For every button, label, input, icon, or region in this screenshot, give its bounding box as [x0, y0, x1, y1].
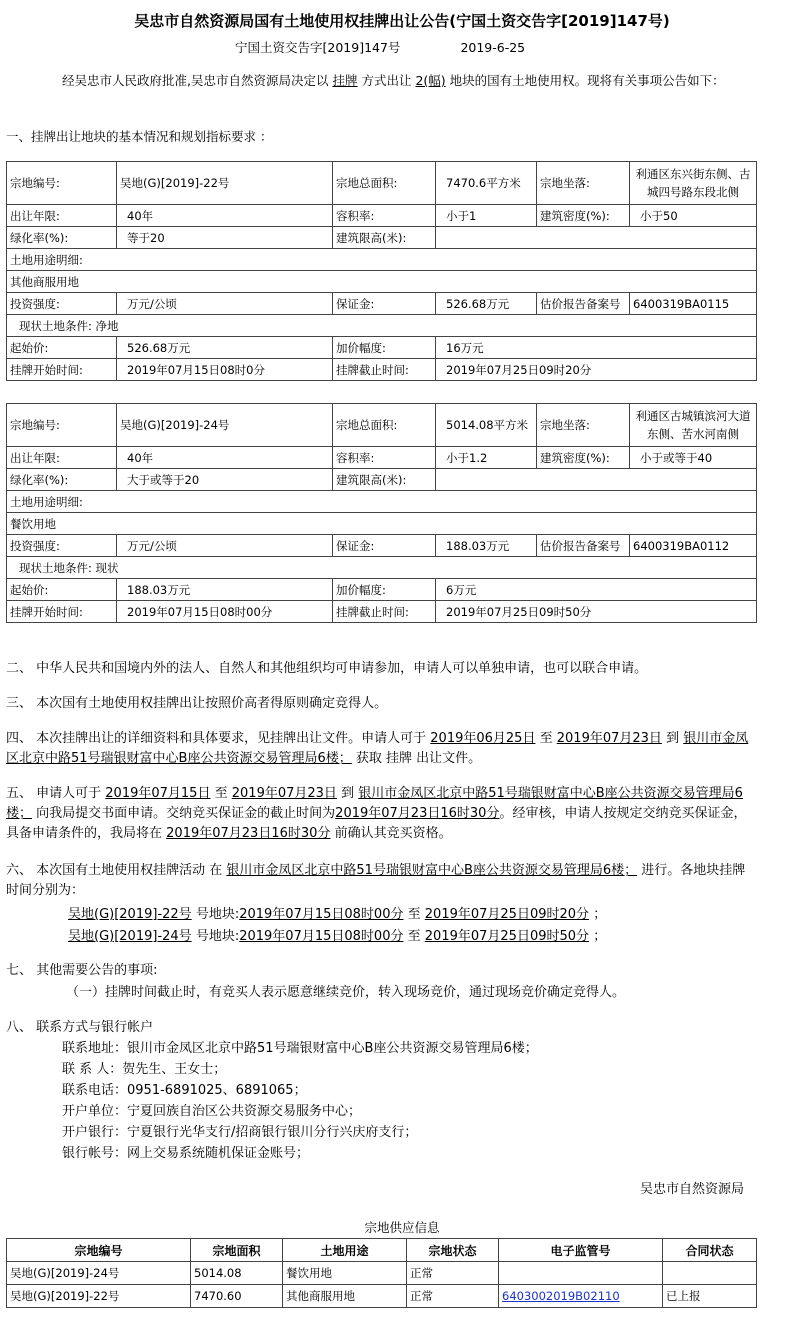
s6-item-to: 至	[407, 907, 421, 922]
plot-code: 吴地(G)[2019]-24号	[117, 404, 333, 447]
s6-place: 银川市金凤区北京中路51号瑞银财富中心B座公共资源交易管理局6楼；	[226, 863, 638, 878]
table-row	[7, 1285, 757, 1308]
label-list-end: 挂牌截止时间:	[333, 359, 436, 381]
s5-text-b: 向我局提交书面申请。交纳竞买保证金的截止时间为	[36, 806, 336, 821]
supply-header: 合同状态	[663, 1239, 757, 1262]
supply-cell-status: 正常	[407, 1262, 499, 1285]
plot-list-end: 2019年07月25日09时20分	[436, 359, 757, 381]
label-increment: 加价幅度:	[333, 579, 436, 601]
s5-confirm: 2019年07月23日16时30分	[166, 826, 331, 841]
plot-condition: 净地	[95, 318, 119, 333]
supply-cell-area: 7470.60	[191, 1285, 283, 1308]
plot-area: 7470.6平方米	[436, 162, 537, 205]
plot-start-price: 526.68万元	[117, 337, 333, 359]
intro-count: 2(幅)	[415, 73, 446, 88]
s4-text: 四、 本次挂牌出让的详细资料和具体要求，见挂牌出让文件。申请人可于	[6, 731, 427, 746]
section-8	[6, 1017, 758, 1164]
section-5	[6, 784, 758, 844]
section-7	[6, 961, 758, 1003]
label-condition: 现状土地条件:	[19, 318, 92, 333]
s4-date-to: 2019年07月23日	[556, 731, 662, 746]
s5-text: 五、 申请人可于	[6, 786, 102, 801]
label-far: 容积率:	[333, 205, 436, 227]
plot-far: 小于1.2	[436, 447, 537, 469]
plot-list-end: 2019年07月25日09时50分	[436, 601, 757, 623]
plot-invest: 万元/公顷	[117, 535, 333, 557]
plot-invest: 万元/公顷	[117, 293, 333, 315]
s6-item-end: 2019年07月25日09时20分	[424, 907, 590, 922]
label-location: 宗地坐落:	[537, 404, 630, 447]
supply-header: 宗地状态	[407, 1239, 499, 1262]
s6-item-code: 吴地(G)[2019]-22号	[68, 907, 192, 922]
s6-item-start: 2019年07月15日08时00分	[239, 907, 404, 922]
s6-item-1	[6, 905, 758, 925]
intro-text: 经吴忠市人民政府批准,吴忠市自然资源局决定以	[62, 73, 329, 88]
s8-title: 八、 联系方式与银行帐户	[6, 1020, 154, 1035]
doc-meta	[235, 38, 525, 56]
s6-text: 六、 本次国有土地使用权挂牌活动 在	[6, 863, 223, 878]
plot-density: 小于或等于40	[630, 447, 757, 469]
doc-number: 宁国土资交告字[2019]147号	[235, 40, 401, 55]
s6-item-start: 2019年07月15日08时00分	[239, 929, 404, 944]
plot-height	[436, 469, 757, 491]
doc-date: 2019-6-25	[460, 40, 526, 55]
intro-text-mid: 方式出让	[361, 73, 412, 88]
label-term: 出让年限:	[7, 205, 117, 227]
s6-item-end: 2019年07月25日09时50分	[424, 929, 590, 944]
label-increment: 加价幅度:	[333, 337, 436, 359]
label-start-price: 起始价:	[7, 579, 117, 601]
plot-use: 餐饮用地	[7, 513, 757, 535]
label-green: 绿化率(%):	[7, 227, 117, 249]
section-6	[6, 861, 758, 947]
s8-contact: 联 系 人：贺先生、王女士；	[62, 1062, 227, 1077]
label-green: 绿化率(%):	[7, 469, 117, 491]
plot-table-1	[6, 161, 757, 381]
plot-list-start: 2019年07月15日08时00分	[117, 601, 333, 623]
plot-code: 吴地(G)[2019]-22号	[117, 162, 333, 205]
plot-appraisal: 6400319BA0112	[630, 535, 757, 557]
label-use: 土地用途明细:	[7, 491, 757, 513]
supply-cell-contract: 已上报	[663, 1285, 757, 1308]
plot-condition-row	[7, 557, 757, 579]
s5-date-to: 2019年07月23日	[231, 786, 337, 801]
label-deposit: 保证金:	[333, 535, 436, 557]
supervision-link[interactable]: 6403002019B02110	[502, 1289, 620, 1303]
label-start-price: 起始价:	[7, 337, 117, 359]
s5-text-d: 前确认其竞买资格。	[334, 826, 452, 841]
table-row	[7, 1262, 757, 1285]
supply-cell-use: 餐饮用地	[283, 1262, 407, 1285]
s6-item-mid: 号地块:	[195, 929, 240, 944]
plot-appraisal: 6400319BA0115	[630, 293, 757, 315]
plot-green: 大于或等于20	[117, 469, 333, 491]
label-condition: 现状土地条件:	[19, 560, 92, 575]
plot-location: 利通区东兴街东侧、古城四号路东段北侧	[630, 162, 757, 205]
label-area: 宗地总面积:	[333, 404, 436, 447]
page-title: 吴忠市自然资源局国有土地使用权挂牌出让公告(宁国土资交告字[2019]147号)	[134, 12, 670, 30]
signature: 吴忠市自然资源局	[640, 1182, 745, 1197]
s6-item-tail: ；	[593, 929, 607, 944]
s6-item-2	[6, 927, 758, 947]
plot-term: 40年	[117, 205, 333, 227]
supply-cell-supervision	[499, 1262, 663, 1285]
s8-account-no: 银行帐号：网上交易系统随机保证金账号；	[62, 1146, 310, 1161]
supply-header: 电子监管号	[499, 1239, 663, 1262]
label-appraisal: 估价报告备案号	[537, 535, 630, 557]
plot-term: 40年	[117, 447, 333, 469]
supply-cell-contract	[663, 1262, 757, 1285]
label-list-start: 挂牌开始时间:	[7, 601, 117, 623]
label-code: 宗地编号:	[7, 404, 117, 447]
label-deposit: 保证金:	[333, 293, 436, 315]
label-height: 建筑限高(米):	[333, 469, 436, 491]
plot-deposit: 526.68万元	[436, 293, 537, 315]
supply-cell-status: 正常	[407, 1285, 499, 1308]
s8-phone: 联系电话：0951-6891025、6891065；	[62, 1083, 307, 1098]
label-use: 土地用途明细:	[7, 249, 757, 271]
s4-date-from: 2019年06月25日	[430, 731, 536, 746]
section-3: 三、 本次国有土地使用权挂牌出让按照价高者得原则确定竞得人。	[6, 696, 388, 711]
label-list-start: 挂牌开始时间:	[7, 359, 117, 381]
plot-location: 利通区古城镇滨河大道东侧、苦水河南侧	[630, 404, 757, 447]
plot-start-price: 188.03万元	[117, 579, 333, 601]
plot-area: 5014.08平方米	[436, 404, 537, 447]
label-density: 建筑密度(%):	[537, 205, 630, 227]
s6-item-code: 吴地(G)[2019]-24号	[68, 929, 192, 944]
intro-text-post: 地块的国有土地使用权。现将有关事项公告如下：	[449, 73, 725, 88]
supply-header-row	[7, 1239, 757, 1262]
label-density: 建筑密度(%):	[537, 447, 630, 469]
supply-caption: 宗地供应信息	[364, 1220, 440, 1235]
label-invest: 投资强度:	[7, 535, 117, 557]
supply-header: 宗地编号	[7, 1239, 191, 1262]
s8-bank: 开户银行：宁夏银行光华支行/招商银行银川分行兴庆府支行；	[62, 1125, 418, 1140]
s5-text-c: 。经审核，申请人按规定交纳竞买保证金，具备申请条件的，我局将在	[6, 806, 747, 841]
s4-to: 至	[539, 731, 553, 746]
s5-at: 到	[341, 786, 355, 801]
plot-height	[436, 227, 757, 249]
supply-cell-use: 其他商服用地	[283, 1285, 407, 1308]
plot-deposit: 188.03万元	[436, 535, 537, 557]
plot-density: 小于50	[630, 205, 757, 227]
label-far: 容积率:	[333, 447, 436, 469]
label-list-end: 挂牌截止时间:	[333, 601, 436, 623]
supply-header: 土地用途	[283, 1239, 407, 1262]
section-1-title: 一、挂牌出让地块的基本情况和规划指标要求 ：	[6, 129, 273, 144]
supply-cell-code: 吴地(G)[2019]-22号	[7, 1285, 191, 1308]
label-area: 宗地总面积:	[333, 162, 436, 205]
section-4	[6, 729, 758, 769]
s8-account-unit: 开户单位：宁夏回族自治区公共资源交易服务中心；	[62, 1104, 362, 1119]
supply-header: 宗地面积	[191, 1239, 283, 1262]
label-term: 出让年限:	[7, 447, 117, 469]
label-appraisal: 估价报告备案号	[537, 293, 630, 315]
s5-place: 银川市金凤区北京中路51号瑞银财富中心B座公共资源交易管理局6楼；	[6, 786, 743, 821]
label-code: 宗地编号:	[7, 162, 117, 205]
s5-deadline: 2019年07月23日16时30分	[335, 806, 500, 821]
plot-green: 等于20	[117, 227, 333, 249]
section-2: 二、 中华人民共和国境内外的法人、自然人和其他组织均可申请参加，申请人可以单独申请，也可以联合申请。	[6, 661, 648, 676]
plot-list-start: 2019年07月15日08时0分	[117, 359, 333, 381]
plot-increment: 16万元	[436, 337, 757, 359]
plot-use: 其他商服用地	[7, 271, 757, 293]
supply-cell-code: 吴地(G)[2019]-24号	[7, 1262, 191, 1285]
label-height: 建筑限高(米):	[333, 227, 436, 249]
s6-item-mid: 号地块:	[195, 907, 240, 922]
supply-cell-area: 5014.08	[191, 1262, 283, 1285]
plot-increment: 6万元	[436, 579, 757, 601]
label-location: 宗地坐落:	[537, 162, 630, 205]
s4-place: 银川市金凤区北京中路51号瑞银财富中心B座公共资源交易管理局6楼；	[6, 731, 749, 766]
supply-table	[6, 1238, 757, 1308]
plot-table-2	[6, 403, 757, 623]
s6-item-tail: ；	[593, 907, 607, 922]
s7-item: （一）挂牌时间截止时，有竞买人表示愿意继续竞价，转入现场竞价，通过现场竞价确定竞得人。	[66, 985, 626, 1000]
s6-text-b: 进行。各地块挂牌时间分别为：	[6, 863, 746, 898]
s4-at: 到	[666, 731, 680, 746]
plot-condition-row	[7, 315, 757, 337]
plot-far: 小于1	[436, 205, 537, 227]
intro-method: 挂牌	[332, 73, 358, 88]
s8-address: 联系地址：银川市金凤区北京中路51号瑞银财富中心B座公共资源交易管理局6楼；	[62, 1041, 538, 1056]
intro-paragraph	[6, 70, 756, 92]
plot-condition: 现状	[95, 560, 119, 575]
s6-item-to: 至	[407, 929, 421, 944]
supply-cell-supervision	[499, 1285, 663, 1308]
s7-title: 七、 其他需要公告的事项:	[6, 963, 158, 978]
label-invest: 投资强度:	[7, 293, 117, 315]
s4-text-end: 获取 挂牌 出让文件。	[355, 751, 482, 766]
s5-date-from: 2019年07月15日	[105, 786, 211, 801]
s5-to: 至	[214, 786, 228, 801]
